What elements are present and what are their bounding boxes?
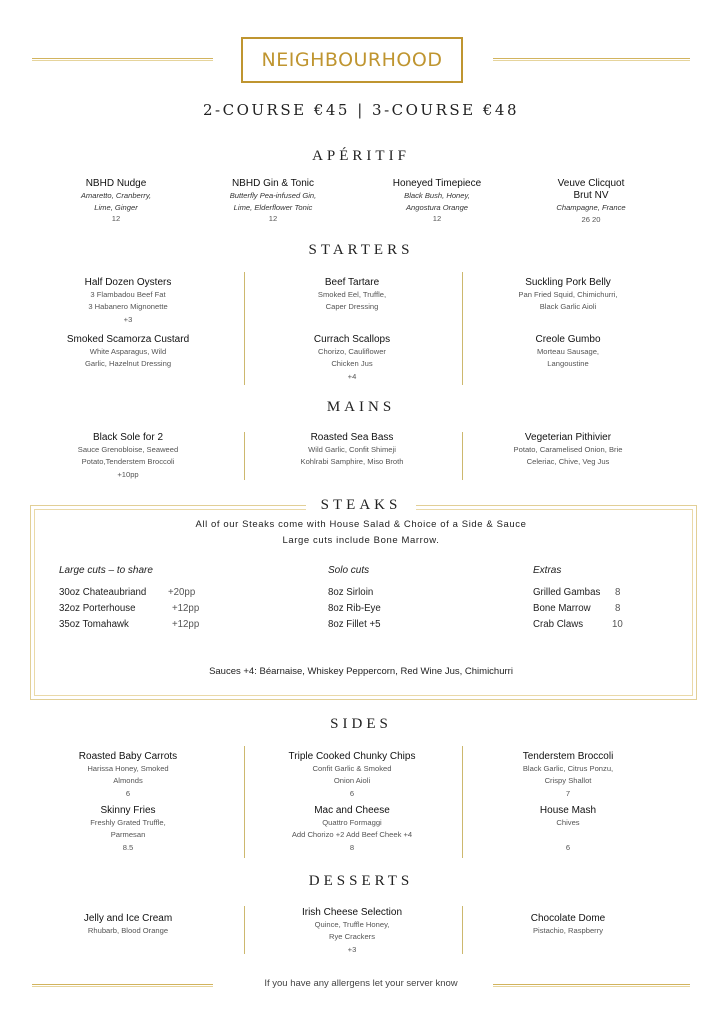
column-divider	[462, 746, 463, 858]
item-name: Black Sole for 2	[92, 432, 164, 443]
cut-name: 32oz Porterhouse	[59, 603, 136, 614]
item-name: Creole Gumbo	[535, 334, 601, 345]
column-divider	[462, 906, 463, 954]
item-price: 6	[349, 788, 355, 798]
item-description: Sauce Grenobloise, Seaweed	[77, 445, 179, 454]
item-name: Triple Cooked Chunky Chips	[288, 751, 416, 762]
section-heading-sides: SIDES	[330, 716, 392, 732]
brand-logo	[241, 37, 463, 83]
item-description: Chorizo, Cauliflower	[318, 347, 386, 356]
menu-item	[468, 805, 668, 854]
item-description: 3 Habanero Mignonette	[88, 302, 168, 312]
item-description: Black Bush, Honey,	[404, 191, 470, 200]
item-description: Black Garlic, Citrus Ponzu,	[522, 764, 614, 773]
item-name: Beef Tartare	[324, 277, 380, 288]
item-name: Half Dozen Oysters	[84, 277, 172, 288]
cut-price: +20pp	[168, 587, 196, 598]
column-divider	[462, 272, 463, 385]
steak-cut-row	[533, 603, 621, 614]
item-name: Tenderstem Broccoli	[522, 751, 614, 762]
logo-text: NEIGHBOURHOOD	[261, 49, 443, 71]
item-description: Harissa Honey, Smoked	[87, 764, 169, 773]
cut-name: 8oz Rib-Eye	[328, 603, 381, 614]
item-description: White Asparagus, Wild	[89, 347, 167, 356]
item-description: Chives	[556, 818, 580, 827]
extras-heading: Extras	[533, 565, 562, 576]
section-heading-aperitif: APÉRITIF	[312, 148, 410, 164]
sauces-line: Sauces +4: Béarnaise, Whiskey Peppercorn, Red Wine Jus, Chimichurri	[209, 666, 513, 677]
menu-item	[252, 432, 452, 469]
item-name: Suckling Pork Belly	[525, 277, 611, 288]
steak-cut-row	[533, 619, 623, 630]
column-divider	[244, 432, 245, 480]
menu-item	[468, 334, 668, 371]
item-price: 8	[349, 842, 355, 852]
section-heading-starters: STARTERS	[308, 242, 414, 258]
item-price: 12	[111, 214, 121, 223]
column-divider	[244, 906, 245, 954]
steaks-note: All of our Steaks come with House Salad & Choice of a Side & Sauce	[195, 519, 527, 530]
menu-item	[28, 913, 228, 937]
cut-name: 8oz Fillet +5	[328, 619, 381, 630]
item-price: 8.5	[122, 842, 134, 852]
menu-item	[468, 432, 668, 469]
item-name: Brut NV	[573, 190, 609, 201]
cut-name: Grilled Gambas	[533, 587, 601, 598]
item-name: Vegeterian Pithivier	[524, 432, 612, 443]
menu-item	[468, 751, 668, 800]
steak-cut-row	[328, 619, 381, 630]
menu-item	[252, 751, 452, 800]
steak-cut-row	[59, 603, 200, 614]
steak-cut-row	[328, 603, 381, 614]
item-name: NBHD Gin & Tonic	[231, 178, 315, 189]
item-price: 6	[565, 842, 571, 852]
column-divider	[244, 272, 245, 385]
item-description: Parmesan	[110, 830, 146, 840]
item-description: Rye Crackers	[329, 932, 375, 942]
large-cuts-heading: Large cuts – to share	[59, 565, 153, 576]
item-description: Amaretto, Cranberry,	[80, 191, 152, 200]
item-description: Lime, Ginger	[94, 202, 138, 212]
cut-name: 30oz Chateaubriand	[59, 587, 147, 598]
item-description: Celeriac, Chive, Veg Jus	[526, 457, 610, 467]
item-name: Skinny Fries	[100, 805, 156, 816]
section-heading-mains: MAINS	[326, 399, 396, 415]
item-description: Add Chorizo +2 Add Beef Cheek +4	[291, 830, 413, 840]
steak-cut-row	[59, 587, 196, 598]
menu-item	[28, 432, 228, 481]
item-description: Langoustine	[547, 359, 589, 369]
item-description: Black Garlic Aioli	[539, 302, 597, 312]
item-name: Currach Scallops	[313, 334, 391, 345]
cut-name: 35oz Tomahawk	[59, 619, 129, 630]
item-description: Potato, Caramelised Onion, Brie	[513, 445, 623, 454]
item-price: 6	[125, 788, 131, 798]
item-price: 12	[432, 214, 442, 223]
menu-item	[468, 277, 668, 314]
course-pricing: 2-COURSE €45 | 3-COURSE €48	[203, 101, 519, 119]
item-description: Smoked Eel, Truffle,	[317, 290, 387, 299]
section-heading-desserts: DESSERTS	[308, 873, 414, 889]
item-price: +10pp	[117, 469, 139, 479]
item-description: Lime, Elderflower Tonic	[233, 202, 313, 212]
column-divider	[462, 432, 463, 480]
menu-item	[252, 277, 452, 314]
item-description: Onion Aioli	[333, 776, 371, 786]
cut-price: 8	[615, 587, 621, 598]
item-description: Crispy Shallot	[544, 776, 592, 786]
decorative-rule	[493, 58, 690, 61]
item-description: 3 Flambadou Beef Fat	[90, 290, 166, 299]
item-name: Jelly and Ice Cream	[83, 913, 173, 924]
menu-item	[28, 751, 228, 800]
cut-name: Crab Claws	[533, 619, 584, 630]
item-description: Rhubarb, Blood Orange	[87, 926, 169, 935]
decorative-rule	[32, 58, 213, 61]
item-description: Champagne, France	[556, 203, 626, 212]
item-description: Butterfly Pea-infused Gin,	[229, 191, 317, 200]
item-price: 12	[268, 214, 278, 223]
item-name: Honeyed Timepiece	[392, 178, 482, 189]
item-name: House Mash	[539, 805, 597, 816]
menu-item	[28, 334, 228, 371]
solo-cuts-heading: Solo cuts	[328, 565, 370, 576]
item-name: Veuve Clicquot	[557, 178, 625, 189]
steak-cut-row	[328, 587, 373, 598]
item-price: 26 20	[581, 214, 601, 224]
item-name: Irish Cheese Selection	[301, 907, 403, 918]
menu-item	[252, 334, 452, 383]
item-description: Chicken Jus	[331, 359, 373, 369]
item-name: Roasted Baby Carrots	[78, 751, 178, 762]
menu-item	[468, 913, 668, 937]
steak-cut-row	[59, 619, 200, 630]
item-description: Potato,Tenderstem Broccoli	[81, 457, 175, 467]
allergen-notice: If you have any allergens let your server know	[264, 978, 458, 989]
item-name: Chocolate Dome	[530, 913, 606, 924]
menu-item	[252, 907, 452, 956]
steak-cut-row	[533, 587, 621, 598]
menu-item	[28, 277, 228, 326]
item-description: Pistachio, Raspberry	[532, 926, 604, 935]
item-description: Confit Garlic & Smoked	[312, 764, 392, 773]
column-divider	[244, 746, 245, 858]
cut-price: +12pp	[172, 619, 200, 630]
item-description: Morteau Sausage,	[536, 347, 600, 356]
item-description: Caper Dressing	[325, 302, 379, 312]
item-name: NBHD Nudge	[85, 178, 147, 189]
item-description	[468, 829, 668, 841]
cut-name: Bone Marrow	[533, 603, 591, 614]
item-price: 7	[565, 788, 571, 798]
item-description: Angostura Orange	[405, 202, 469, 212]
item-description: Wild Garlic, Confit Shimeji	[308, 445, 396, 454]
item-name: Smoked Scamorza Custard	[66, 334, 190, 345]
item-description: Freshly Grated Truffle,	[90, 818, 166, 827]
item-description: Quince, Truffle Honey,	[314, 920, 390, 929]
item-name: Roasted Sea Bass	[310, 432, 394, 443]
cut-price: 8	[615, 603, 621, 614]
section-heading-steaks: STEAKS	[306, 497, 416, 514]
item-description: Pan Fried Squid, Chimichurri,	[518, 290, 618, 299]
item-price: +4	[347, 371, 357, 381]
item-description: Garlic, Hazelnut Dressing	[84, 359, 172, 369]
menu-item	[252, 805, 452, 854]
menu-item	[491, 178, 691, 225]
item-description: Quattro Formaggi	[322, 818, 382, 827]
item-price: +3	[123, 314, 133, 324]
menu-item	[28, 805, 228, 854]
item-price: +3	[347, 944, 357, 954]
steaks-note: Large cuts include Bone Marrow.	[282, 535, 440, 546]
item-name: Mac and Cheese	[314, 805, 390, 816]
item-description: Almonds	[113, 776, 143, 786]
cut-price: +12pp	[172, 603, 200, 614]
cut-price: 10	[612, 619, 623, 630]
cut-name: 8oz Sirloin	[328, 587, 374, 598]
item-description: Kohlrabi Samphire, Miso Broth	[300, 457, 404, 467]
